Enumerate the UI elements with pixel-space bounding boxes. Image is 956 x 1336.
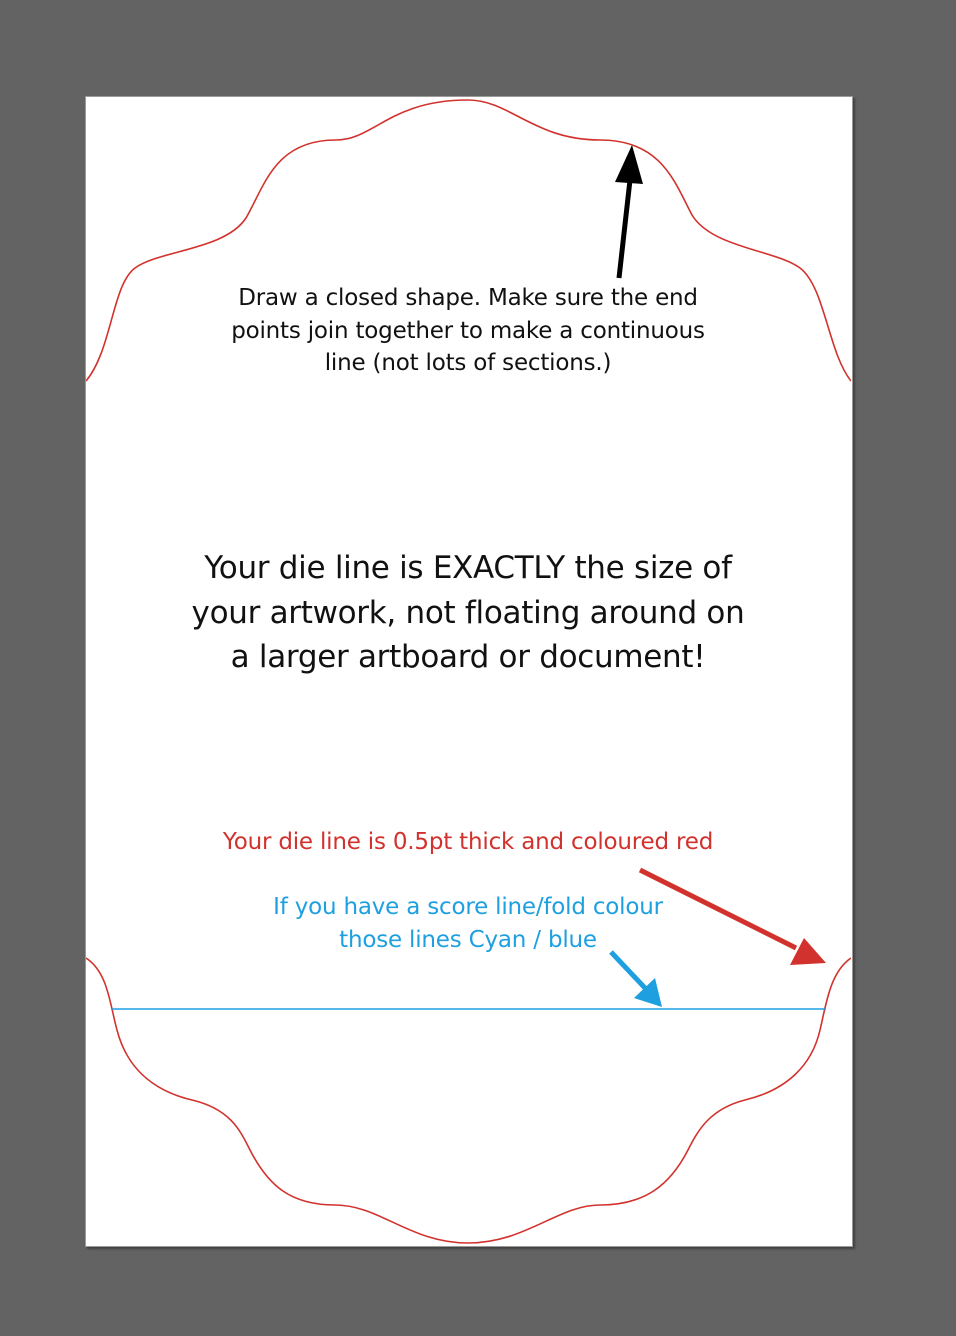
die-line-style-note: Your die line is 0.5pt thick and coloured red (222, 829, 714, 855)
die-line-bottom (86, 958, 851, 1243)
score-line-note: If you have a score line/fold colour those lines Cyan / blue (273, 894, 663, 953)
exact-size-note: Your die line is EXACTLY the size of your artwork, not floating around on a larger artboard or document! (191, 550, 745, 675)
arrow-down-right-icon (611, 952, 662, 1007)
closed-shape-note: Draw a closed shape. Make sure the end points join together to make a continuous line (not lots of sections.) (231, 285, 705, 376)
arrow-up-icon (615, 145, 643, 278)
